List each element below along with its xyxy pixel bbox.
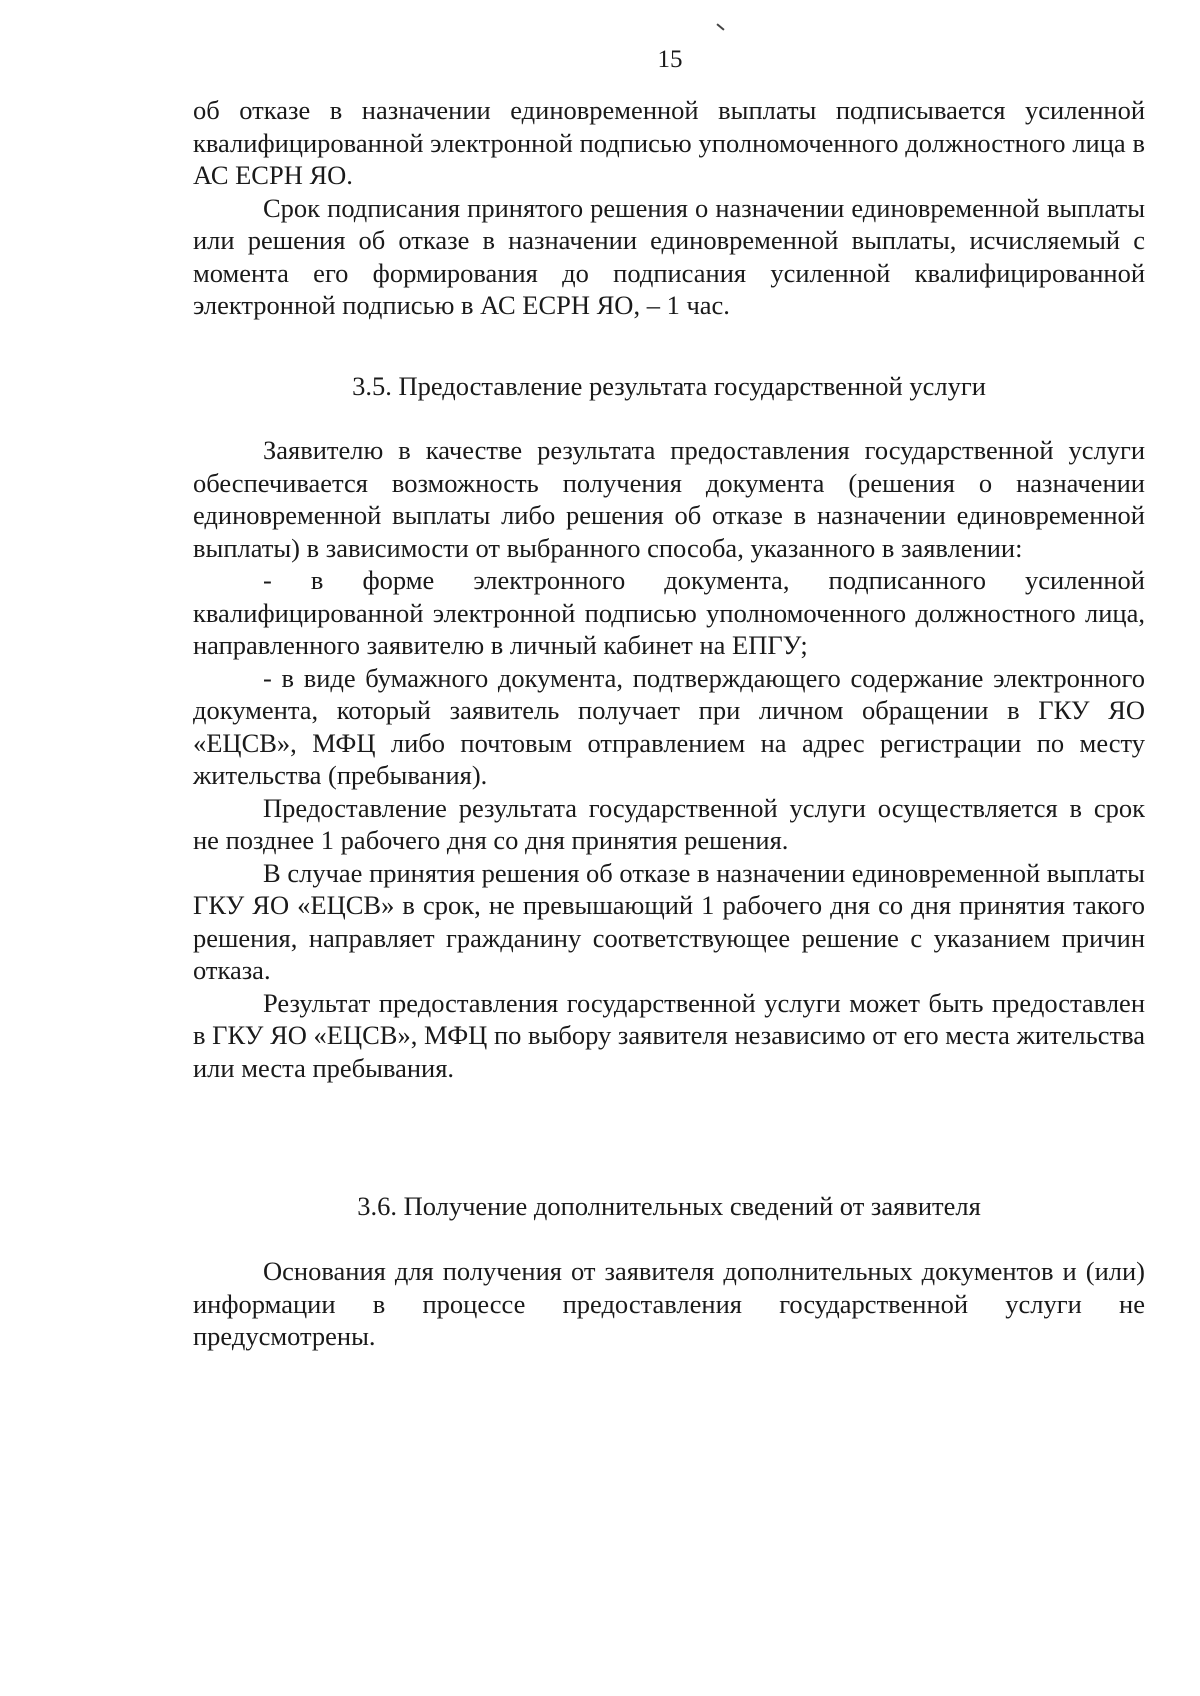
- paragraph-refusal: В случае принятия решения об отказе в назначении единовременной выплаты ГКУ ЯО «ЕЦСВ» в срок, не превышающий 1 рабочего дня со дня принятия такого решения, направляет гражданину соответствующее решение с указанием причин отказа.: [193, 857, 1145, 985]
- scan-mark: [716, 23, 724, 30]
- paragraph-additional-info: Основания для получения от заявителя дополнительных документов и (или) информации в процессе предоставления государственной услуги не предусмотрены.: [193, 1256, 1145, 1351]
- section-3-5-body: [193, 434, 1145, 1084]
- list-item-electronic: - в форме электронного документа, подписанного усиленной квалифицированной электронной подписью уполномоченного должностного лица, направленного заявителю в личный кабинет на ЕПГУ;: [193, 565, 1145, 660]
- paragraph-result-place: Результат предоставления государственной услуги может быть предоставлен в ГКУ ЯО «ЕЦСВ», МФЦ по выбору заявителя независимо от его места жительства или места пребывания.: [193, 987, 1145, 1083]
- section-heading-3-5: 3.5. Предоставление результата государственной услуги: [352, 371, 986, 401]
- paragraph-result-intro: Заявителю в качестве результата предоставления государственной услуги обеспечивается возможность получения документа (решения о назначении единовременной выплаты либо решения об отказе в назначении единовременной выплаты) в зависимости от выбранного способа, указанного в заявлении:: [193, 435, 1145, 563]
- section-heading-3-6: 3.6. Получение дополнительных сведений от заявителя: [357, 1191, 981, 1221]
- section-3-6-body: [193, 1255, 1145, 1353]
- paragraph-result-deadline: Предоставление результата государственной услуги осуществляется в срок не позднее 1 рабочего дня со дня принятия решения.: [193, 792, 1145, 855]
- list-item-paper: - в виде бумажного документа, подтверждающего содержание электронного документа, который заявитель получает при личном обращении в ГКУ ЯО «ЕЦСВ», МФЦ либо почтовым отправлением на адрес регистрации по месту жительства (пребывания).: [193, 662, 1145, 790]
- page-number: 15: [657, 46, 683, 73]
- paragraph-signing-deadline: Срок подписания принятого решения о назначении единовременной выплаты или решения об отказе в назначении единовременной выплаты, исчисляемый с момента его формирования до подписания усиленной квалифицированной электронной подписью в АС ЕСРН ЯО, – 1 час.: [193, 192, 1145, 320]
- paragraph-signing: об отказе в назначении единовременной выплаты подписывается усиленной квалифицированной электронной подписью уполномоченного должностного лица в АС ЕСРН ЯО.: [193, 95, 1145, 190]
- continued-text-block: [193, 94, 1145, 322]
